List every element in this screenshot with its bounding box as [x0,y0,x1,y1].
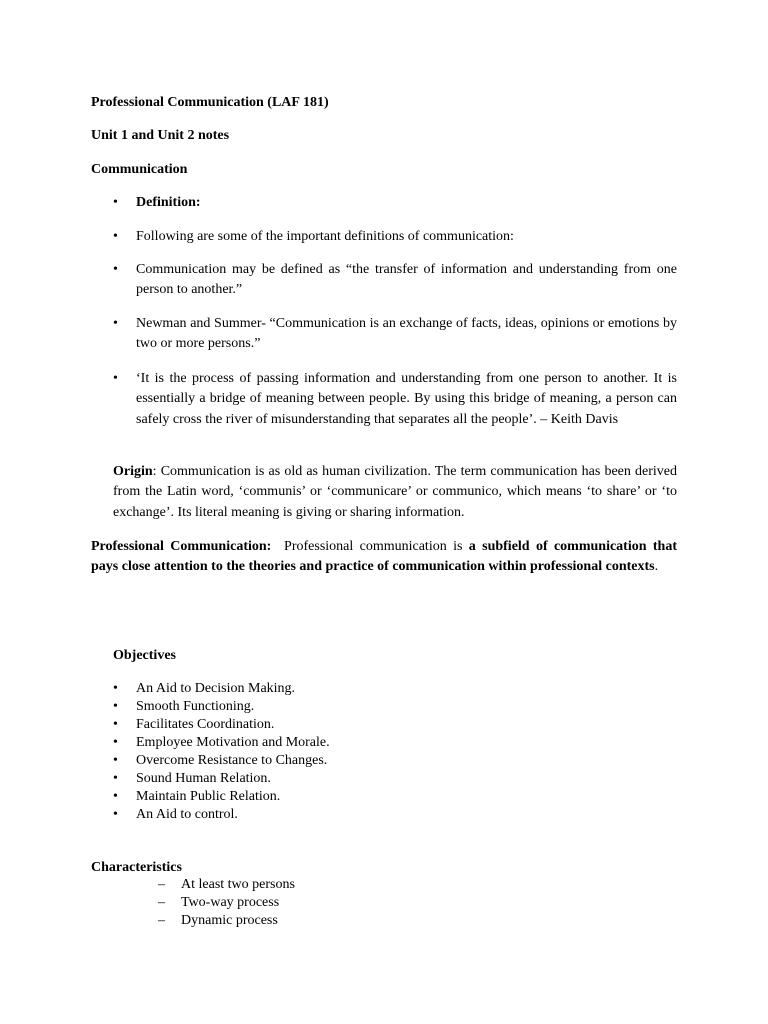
professional-communication-paragraph [91,537,677,578]
professional-communication-definition: a subfield of communication that pays close attention to the theories and practice of communication within professional contexts [91,539,677,575]
objective-item: An Aid to control. [136,807,238,822]
professional-communication-text: Professional communication is [284,539,469,554]
bullet-marker: • [113,681,118,696]
definition-keith-davis: ‘It is the process of passing information and understanding from one person to another. It is essentially a bridge of meaning between people. By using this bridge of meaning, a person can safely cross the river of misunderstanding that separates all the people’. – Keith Davis [136,371,677,427]
bullet-marker: • [113,807,118,822]
professional-communication-end: . [654,559,659,575]
characteristic-item: Dynamic process [181,913,278,928]
origin-paragraph [113,462,677,523]
document-subtitle: Unit 1 and Unit 2 notes [91,128,230,143]
definition-newman-summer: Newman and Summer- “Communication is an exchange of facts, ideas, opinions or emotions by two or more persons.” [136,316,677,352]
objective-item: Smooth Functioning. [136,699,255,714]
objective-item: An Aid to Decision Making. [136,681,296,696]
objective-item: Employee Motivation and Morale. [136,735,330,750]
dash-marker: – [158,877,165,892]
bullet-marker: • [113,717,118,732]
section-heading-communication: Communication [91,162,188,177]
definitions-intro: Following are some of the important definitions of communication: [136,229,514,244]
bullet-marker: • [113,753,118,768]
bullet-marker: • [113,316,118,331]
definition-transfer: Communication may be defined as “the transfer of information and understanding from one person to another.” [136,262,677,298]
document-title: Professional Communication (LAF 181) [91,95,329,110]
characteristic-item: At least two persons [181,877,295,892]
bullet-marker: • [113,229,118,244]
dash-marker: – [158,913,165,928]
objective-item: Facilitates Coordination. [136,717,275,732]
characteristic-item: Two-way process [181,895,280,910]
bullet-marker: • [113,789,118,804]
bullet-marker: • [113,195,118,210]
objective-item: Maintain Public Relation. [136,789,281,804]
bullet-marker: • [113,735,118,750]
definition-label: Definition: [136,195,201,210]
professional-communication-label: Professional Communication: [91,539,272,554]
objective-item: Sound Human Relation. [136,771,271,786]
origin-label: Origin [113,464,153,479]
bullet-marker: • [113,371,118,386]
bullet-marker: • [113,262,118,277]
origin-text: : Communication is as old as human civilization. The term communication has been derived from the Latin word, ‘communis’ or ‘communicare’ or communico, which means ‘to share’ or ‘to exchange’. Its literal meaning is giving or sharing information. [113,464,677,520]
characteristics-heading: Characteristics [91,860,182,875]
objectives-heading: Objectives [113,648,176,663]
bullet-marker: • [113,699,118,714]
dash-marker: – [158,895,165,910]
bullet-marker: • [113,771,118,786]
objective-item: Overcome Resistance to Changes. [136,753,328,768]
